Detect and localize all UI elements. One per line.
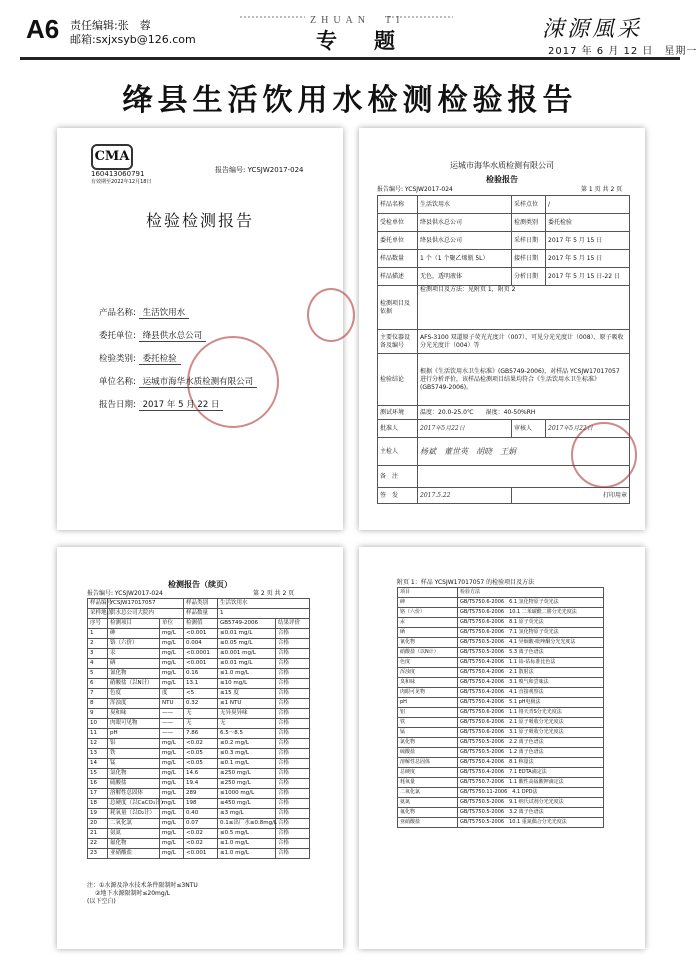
table-row: 12 铝 mg/L <0.02 ≤0.2 mg/L 合格 <box>88 739 310 749</box>
edge-seal <box>307 288 355 342</box>
table-row: 测试环境 温度：20.0-25.0℃ 湿度：40-50%RH <box>378 406 630 420</box>
page-header <box>0 0 700 58</box>
table-row: 16 硫酸盐 mg/L 19.4 ≤250 mg/L 合格 <box>88 779 310 789</box>
table-row: 主检人 杨斌 董世英 胡晓 王娟 <box>378 438 630 466</box>
cover-field: 单位名称: 运城市海华水质检测有限公司 <box>99 371 257 394</box>
results-page: 第 2 页 共 2 页 <box>253 590 295 597</box>
table-row: 受检单位 绛县供水总公司 检测类别 委托检验 <box>378 214 630 232</box>
cover-page-scan <box>57 128 343 530</box>
table-row: 备 注 <box>378 466 630 488</box>
table-row: 11 pH —— 7.86 6.5～8.5 合格 <box>88 729 310 739</box>
table-row: 溶解性总固体 GB/T5750.4-2006 8.1 称量法 <box>398 758 604 768</box>
cover-field: 委托单位: 绛县供水总公司 <box>99 325 257 348</box>
summary-page-scan <box>359 128 645 530</box>
cover-title: 检验检测报告 <box>145 211 254 230</box>
table-row: 18 总硬度（以CaCO₃计） mg/L 198 ≤450 mg/L 合格 <box>88 799 310 809</box>
cert-valid: 有效期至2022年12月18日 <box>91 179 152 185</box>
table-row: 硒 GB/T5750.6-2006 7.1 氢化物原子荧光法 <box>398 628 604 638</box>
results-report-no: 报告编号: YCSJW2017-024 <box>87 590 163 597</box>
table-row: 铬（六价） GB/T5750.6-2006 10.1 二苯碳酰二肼分光光度法 <box>398 608 604 618</box>
table-row: 13 铁 mg/L <0.05 ≤0.3 mg/L 合格 <box>88 749 310 759</box>
table-row: pH GB/T5750.4-2006 5.1 pH电极法 <box>398 698 604 708</box>
divider-right <box>388 13 453 21</box>
table-row: 6 硝酸盐（以N计） mg/L 13.1 ≤10 mg/L 合格 <box>88 679 310 689</box>
cover-fields <box>99 302 257 417</box>
editor-info <box>70 19 196 47</box>
section-title: 专 题 <box>316 28 403 53</box>
summary-title: 检验报告 <box>486 175 518 184</box>
table-row: 主要仪器设备及编号 AFS-3100 双道原子荧光光度计（007）、可见分光光度计（008）、原子吸收分光光度计（004）等 <box>378 330 630 354</box>
table-row: 浑浊度 GB/T5750.4-2006 2.1 散射法 <box>398 668 604 678</box>
table-row: 3 汞 mg/L <0.0001 ≤0.001 mg/L 合格 <box>88 649 310 659</box>
cover-report-no: 报告编号: YCSJW2017-024 <box>215 166 304 174</box>
newspaper-brand: 涑源風采 <box>542 17 643 42</box>
editor-email: 邮箱:sxjxsyb@126.com <box>70 33 196 46</box>
table-row: 硝酸盐（以N计） GB/T5750.5-2006 5.3 离子色谱法 <box>398 648 604 658</box>
table-row: 检验结论 根据《生活饮用水卫生标准》(GB5749-2006)，对样品 YCSJW17017057 进行分析评价，该样品检测项目结果均符合《生活饮用水卫生标准》(GB5749-2006)。 <box>378 354 630 406</box>
divider-left <box>240 13 305 21</box>
table-row: 23 亚硝酸盐 mg/L <0.001 ≤1.0 mg/L 合格 <box>88 849 310 859</box>
table-row: 臭和味 GB/T5750.4-2006 3.1 嗅气和尝味法 <box>398 678 604 688</box>
cert-number: 160413060791 <box>91 170 145 178</box>
issue-date: 2017 年 6 月 12 日 星期一 <box>548 46 698 57</box>
section-pinyin: ZHUAN TI <box>310 15 405 26</box>
table-row: 检测项目及依据 检测项目及方法：见附页 1，附页 2 <box>378 286 630 330</box>
table-row: 21 氨氮 mg/L <0.02 ≤0.5 mg/L 合格 <box>88 829 310 839</box>
table-row: 耗氧量 GB/T5750.7-2006 1.1 酸性高锰酸钾滴定法 <box>398 778 604 788</box>
table-row: 5 氰化物 mg/L 0.16 ≤1.0 mg/L 合格 <box>88 669 310 679</box>
page-number: A6 <box>26 14 60 44</box>
table-row: 亚硝酸盐 GB/T5750.5-2006 10.1 重氮偶合分光光度法 <box>398 818 604 828</box>
table-header-row: 序号 检测项目 单位 检测值 GB5749-2006 结果评价 <box>88 619 310 629</box>
table-row: 样品数量 1 个（1 个聚乙烯瓶 5L） 接样日期 2017 年 5 月 15 日 <box>378 250 630 268</box>
table-header-row: 项目 检验方法 <box>398 588 604 598</box>
results-note-2: ②地下水源限制时≤20mg/L <box>95 890 171 897</box>
table-row: 氟化物 GB/T5750.5-2006 3.2 离子色谱法 <box>398 808 604 818</box>
summary-page: 第 1 页 共 2 页 <box>581 186 623 193</box>
header-rule <box>20 57 680 60</box>
cover-field: 报告日期: 2017 年 5 月 22 日 <box>99 394 257 417</box>
table-row: 氰化物 GB/T5750.5-2006 4.1 异烟酸-吡唑酮分光光度法 <box>398 638 604 648</box>
table-row: 氯化物 GB/T5750.5-2006 2.2 离子色谱法 <box>398 738 604 748</box>
results-note-3: (以下空白) <box>87 898 116 905</box>
table-row: 批准人 2017年5月22日 审核人 2017年5月22日 <box>378 420 630 438</box>
cma-logo <box>91 144 133 170</box>
summary-report-no: 报告编号: YCSJW2017-024 <box>377 186 453 193</box>
table-row: 氨氮 GB/T5750.5-2006 9.1 纳氏试剂分光光度法 <box>398 798 604 808</box>
table-row: 15 氯化物 mg/L 14.6 ≤250 mg/L 合格 <box>88 769 310 779</box>
table-row: 铝 GB/T5750.6-2006 1.1 铬天青S分光光度法 <box>398 708 604 718</box>
table-row: 14 锰 mg/L <0.05 ≤0.1 mg/L 合格 <box>88 759 310 769</box>
summary-company: 运城市海华水质检测有限公司 <box>450 161 554 170</box>
methods-title: 附页 1：样品 YCSJW17017057 的检验项目及方法 <box>397 579 535 586</box>
table-row: 10 肉眼可见物 —— 无 无 合格 <box>88 719 310 729</box>
table-row: 4 硒 mg/L <0.001 ≤0.01 mg/L 合格 <box>88 659 310 669</box>
meta-row: 采样地点 供水总公司大院内 样品数量 1 <box>88 609 310 619</box>
table-row: 总硬度 GB/T5750.4-2006 7.1 EDTA滴定法 <box>398 768 604 778</box>
table-row: 汞 GB/T5750.6-2006 8.1 原子荧光法 <box>398 618 604 628</box>
table-row: 1 砷 mg/L <0.001 ≤0.01 mg/L 合格 <box>88 629 310 639</box>
table-row: 9 臭和味 —— 无 无异臭异味 合格 <box>88 709 310 719</box>
results-note-1: 注：①水源及净水技术条件限制时≤3NTU <box>87 882 198 889</box>
meta-row: 样品编号 YCSJW17017057 样品类别 生活饮用水 <box>88 599 310 609</box>
table-row: 22 氟化物 mg/L <0.02 ≤1.0 mg/L 合格 <box>88 839 310 849</box>
table-row: 二氧化氯 GB/T5750.11-2006 4.1 DPD法 <box>398 788 604 798</box>
table-row: 色度 GB/T5750.4-2006 1.1 铂-钴标准比色法 <box>398 658 604 668</box>
table-row: 7 色度 度 <5 ≤15 度 合格 <box>88 689 310 699</box>
table-row: 2 铬（六价） mg/L 0.004 ≤0.05 mg/L 合格 <box>88 639 310 649</box>
table-row: 20 二氧化氯 mg/L 0.07 0.1≤出厂水≤0.8mg/L 合格 <box>88 819 310 829</box>
methods-page-scan <box>359 547 645 949</box>
results-title: 检测报告（续页） <box>168 580 232 589</box>
table-row: 铁 GB/T5750.6-2006 2.1 原子吸收分光光度法 <box>398 718 604 728</box>
table-row: 8 浑浊度 NTU 0.32 ≤1 NTU 合格 <box>88 699 310 709</box>
table-row: 肉眼可见物 GB/T5750.4-2006 4.1 直接观察法 <box>398 688 604 698</box>
table-row: 样品描述 无色，透明液体 分析日期 2017 年 5 月 15 日-22 日 <box>378 268 630 286</box>
approval-seal <box>571 422 637 488</box>
headline: 绛县生活饮用水检测检验报告 <box>122 83 578 118</box>
cma-text: CMA <box>94 149 130 164</box>
editor-name: 责任编辑:张 蓉 <box>70 19 151 32</box>
results-page-scan <box>57 547 343 949</box>
cover-field: 检验类别: 委托检验 <box>99 348 257 371</box>
table-row: 17 溶解性总固体 mg/L 289 ≤1000 mg/L 合格 <box>88 789 310 799</box>
table-row: 签 发 2017.5.22 打印用章 <box>378 488 630 504</box>
methods-table <box>397 587 604 828</box>
table-row: 委托单位 绛县供水总公司 采样日期 2017 年 5 月 15 日 <box>378 232 630 250</box>
table-row: 锰 GB/T5750.6-2006 3.1 原子吸收分光光度法 <box>398 728 604 738</box>
table-row: 样品名称 生活饮用水 采样点位 / <box>378 196 630 214</box>
table-row: 19 耗氧量（以O₂计） mg/L 0.40 ≤3 mg/L 合格 <box>88 809 310 819</box>
cover-field: 产品名称: 生活饮用水 <box>99 302 257 325</box>
results-table <box>87 598 310 859</box>
table-row: 砷 GB/T5750.6-2006 6.1 氢化物原子荧光法 <box>398 598 604 608</box>
table-row: 硫酸盐 GB/T5750.5-2006 1.2 离子色谱法 <box>398 748 604 758</box>
